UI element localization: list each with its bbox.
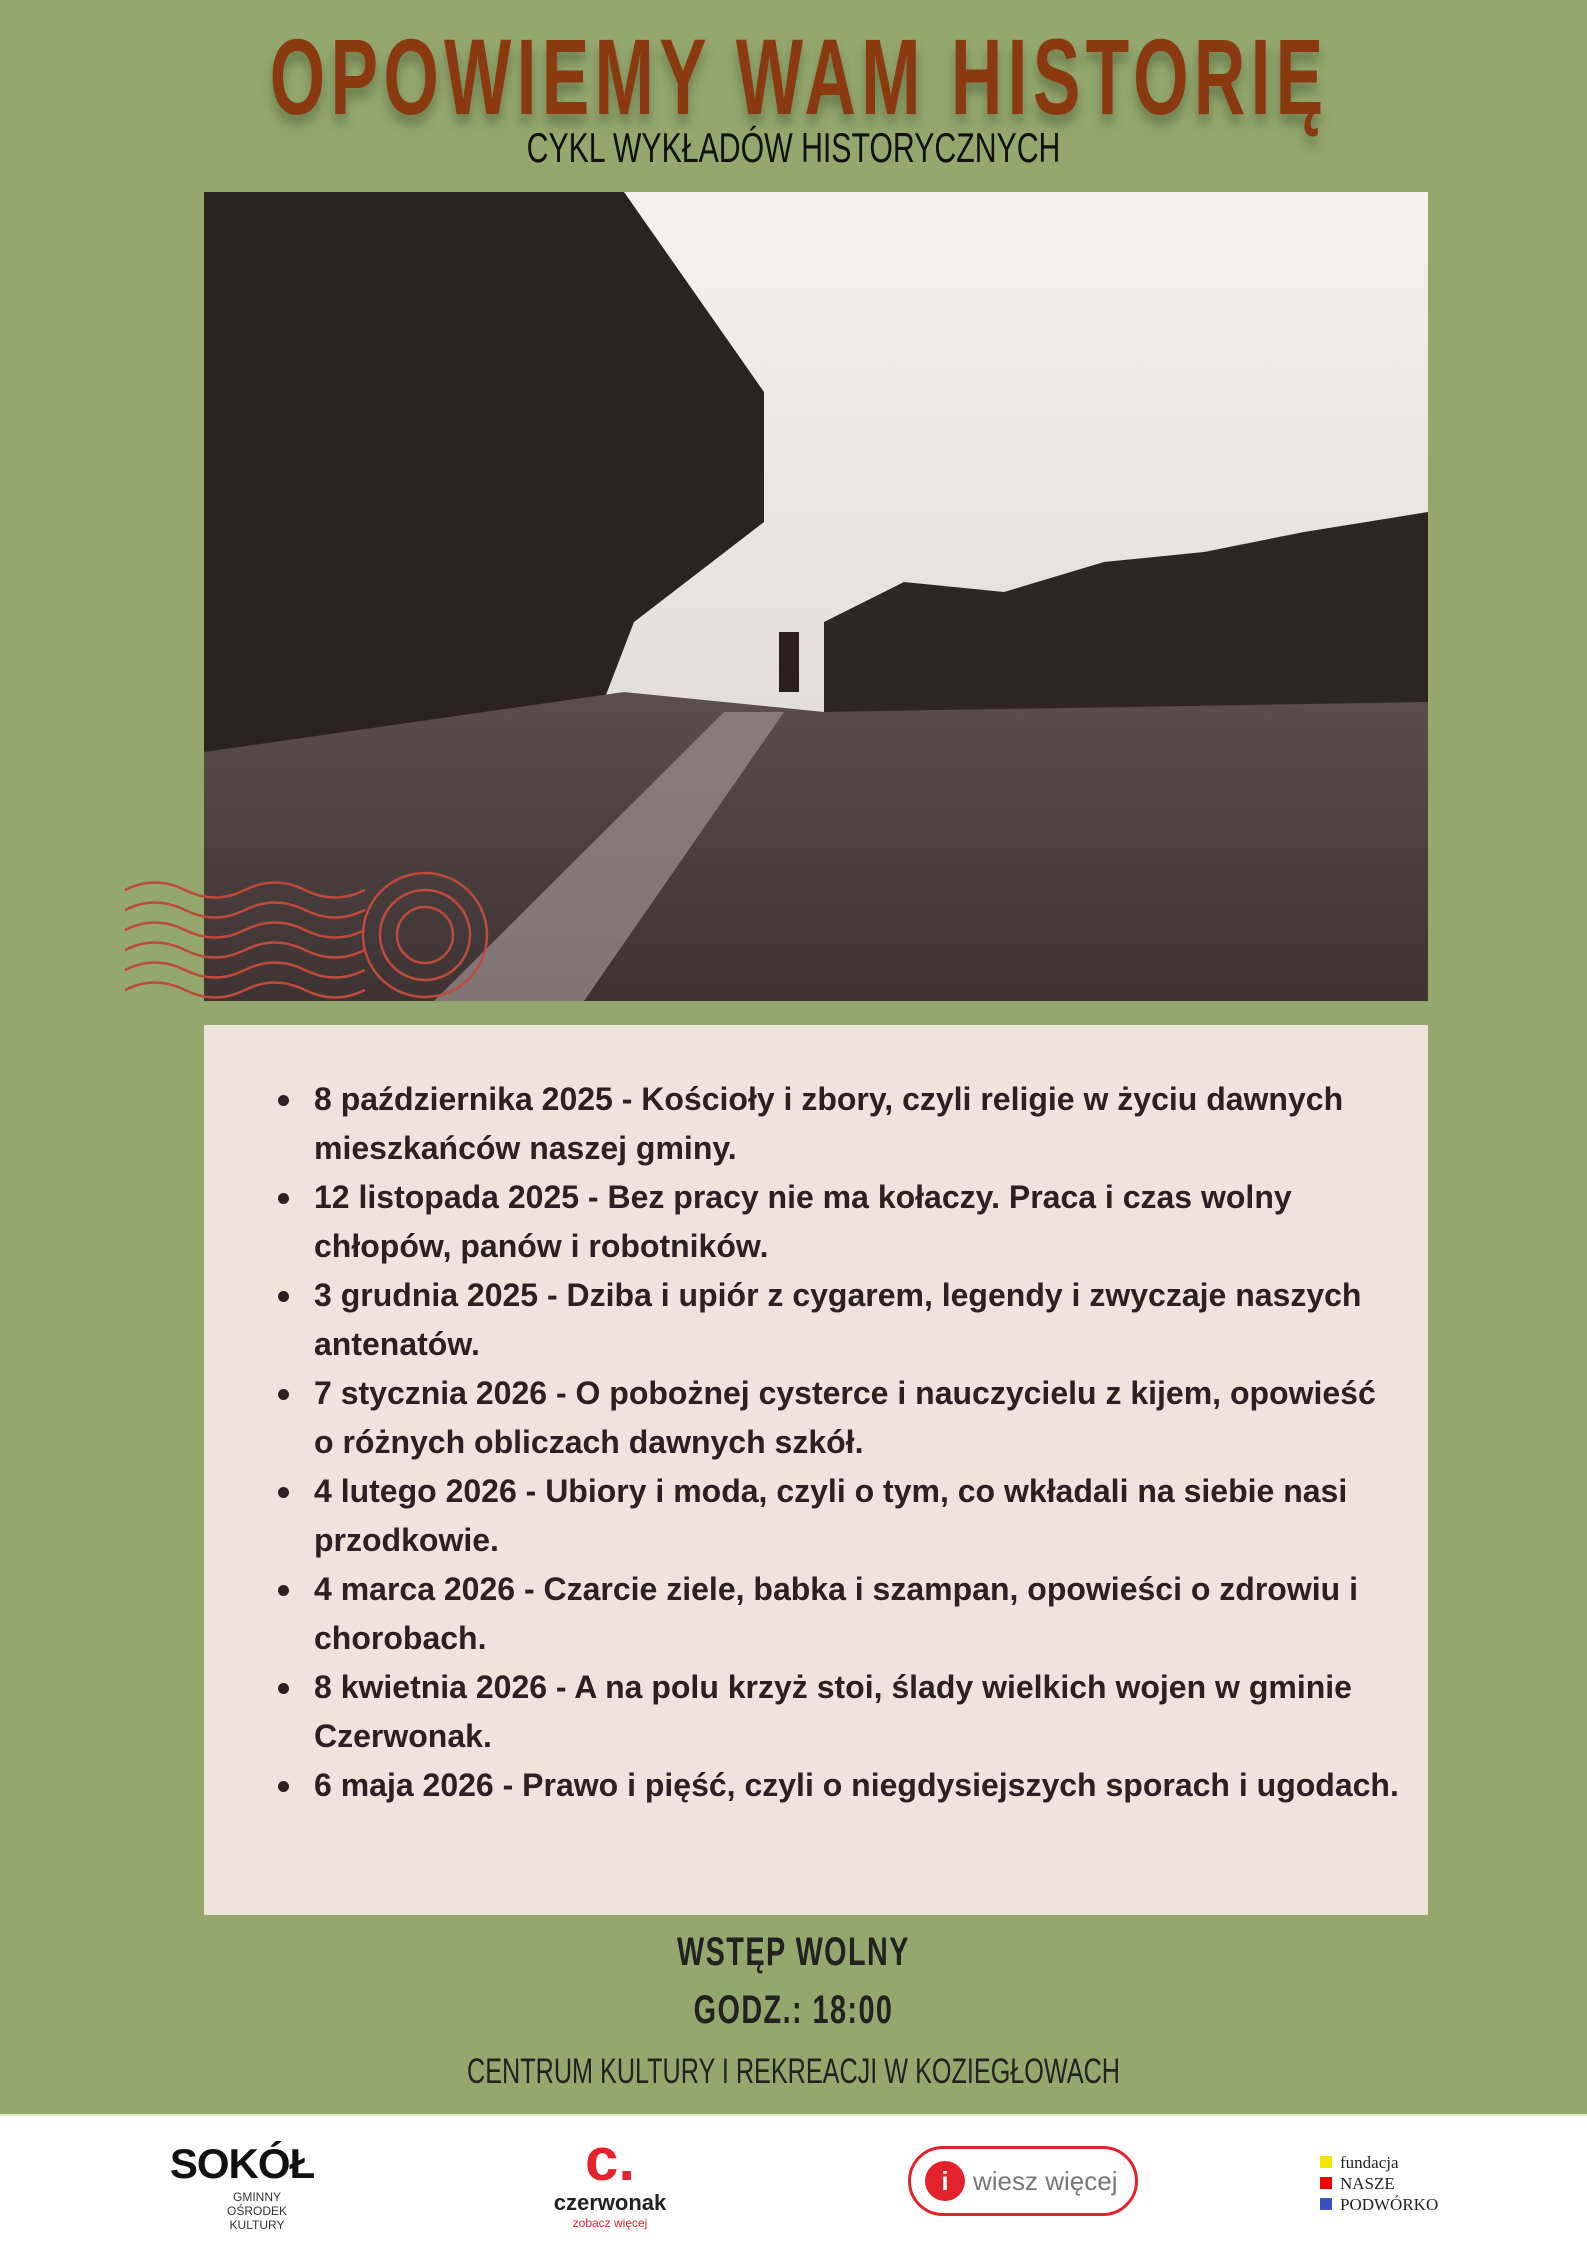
czerwonak-name: czerwonak (553, 2190, 667, 2215)
info-icon: i (925, 2161, 965, 2201)
lecture-item: 4 marca 2026 - Czarcie ziele, babka i szampan, opowieści o zdrowiu i chorobach. (284, 1565, 1404, 1663)
time-text: GODZ.: 18:00 (693, 1988, 894, 2032)
lecture-item: 8 kwietnia 2026 - A na polu krzyż stoi, ślady wielkich wojen w gminie Czerwonak. (284, 1663, 1404, 1761)
czerwonak-mark: c. (584, 2126, 636, 2193)
fundacja-logo (1320, 2152, 1438, 2215)
sponsor-footer (0, 2114, 1587, 2245)
fundacja-text: fundacja (1340, 2153, 1399, 2172)
lecture-item: 6 maja 2026 - Prawo i pięść, czyli o niegdysiejszych sporach i ugodach. (284, 1761, 1404, 1810)
sokol-sub: GMINNY (233, 2190, 281, 2204)
sokol-sub: KULTURY (229, 2218, 285, 2232)
admission-text: WSTĘP WOLNY (677, 1930, 910, 1974)
fundacja-text: NASZE (1340, 2174, 1395, 2193)
lecture-item: 12 listopada 2025 - Bez pracy nie ma kołaczy. Praca i czas wolny chłopów, panów i robotników. (284, 1173, 1404, 1271)
czerwonak-tagline: zobacz więcej (572, 2216, 648, 2230)
lecture-item: 8 października 2025 - Kościoły i zbory, czyli religie w życiu dawnych mieszkańców naszej gminy. (284, 1075, 1404, 1173)
wiesz-wiecej-logo (908, 2146, 1138, 2216)
sokol-logo (152, 2140, 332, 2232)
wiesz-wiecej-text: wiesz więcej (973, 2165, 1118, 2196)
lecture-item: 4 lutego 2026 - Ubiory i moda, czyli o tym, co wkładali na siebie nasi przodkowie. (284, 1467, 1404, 1565)
sokol-sub: OŚRODEK (226, 2204, 287, 2218)
lecture-schedule (204, 1025, 1428, 1915)
lecture-item: 7 stycznia 2026 - O pobożnej cysterce i nauczycielu z kijem, opowieść o różnych obliczach dawnych szkół. (284, 1369, 1404, 1467)
poster-subtitle: CYKL WYKŁADÓW HISTORYCZNYCH (526, 124, 1061, 171)
poster-title: OPOWIEMY WAM HISTORIĘ (269, 16, 1329, 137)
venue-text: CENTRUM KULTURY I REKREACJI W KOZIEGŁOWACH (467, 2052, 1120, 2091)
postmark-decoration (120, 860, 500, 1020)
sokol-logo-text: SOKÓŁ (169, 2140, 315, 2187)
lecture-item: 3 grudnia 2025 - Dziba i upiór z cygarem, legendy i zwyczaje naszych antenatów. (284, 1271, 1404, 1369)
fundacja-text: PODWÓRKO (1340, 2195, 1439, 2214)
czerwonak-logo (545, 2126, 675, 2230)
